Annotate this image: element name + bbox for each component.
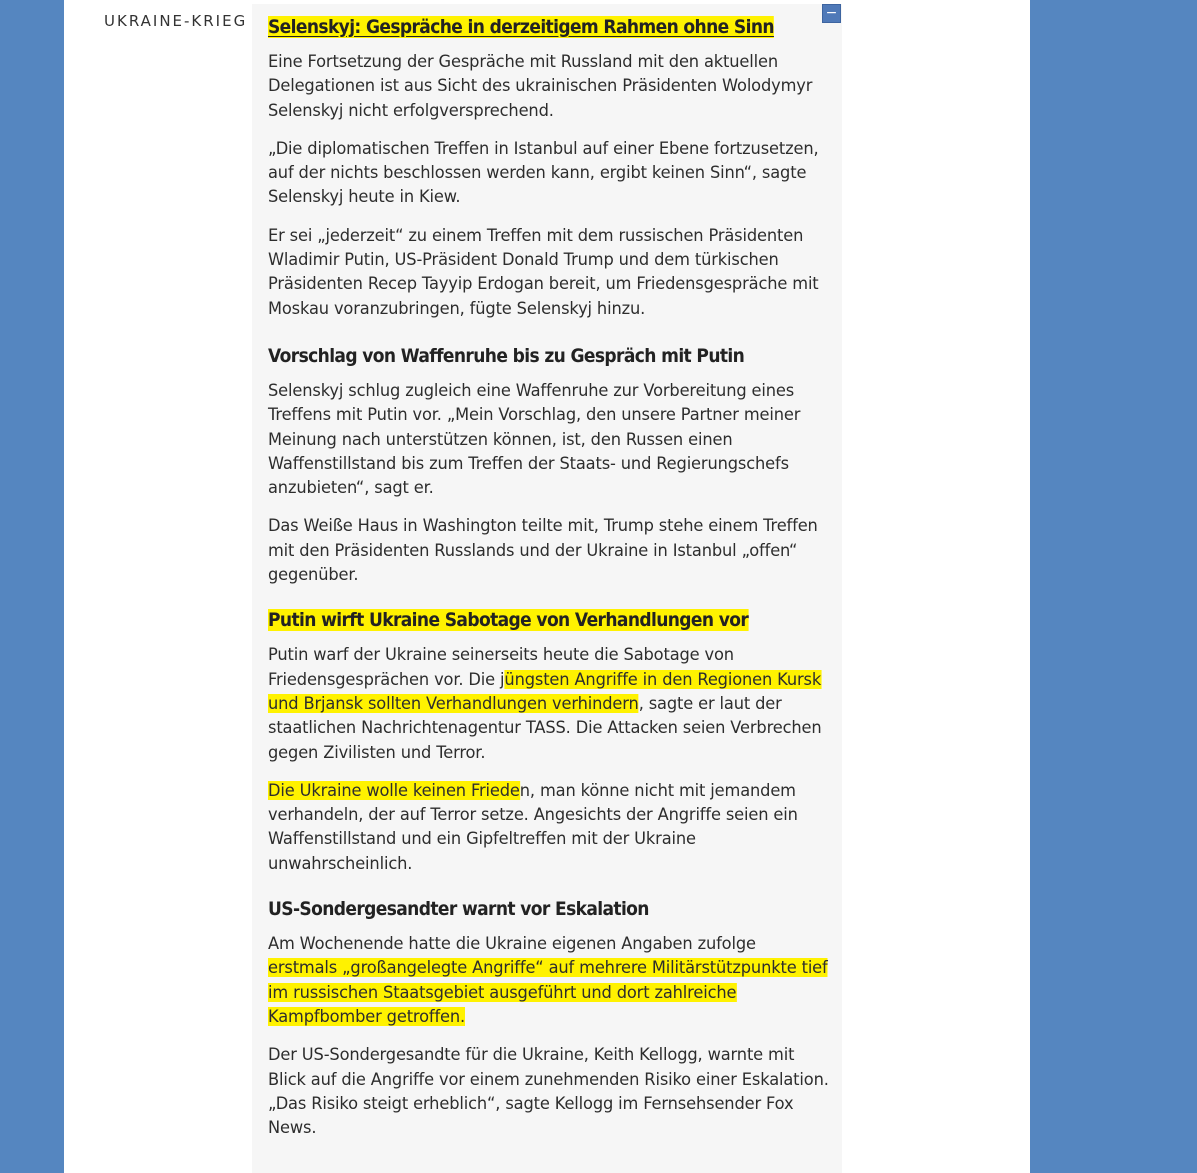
text-segment: n, man könne nicht mit jemandem verhandeln, der auf Terror setze. Angesichts der Angriffe seien ein Waffenstillstand und ein Gipfeltreffen mit der Ukraine unwahrscheinlich. — [268, 780, 798, 873]
article-content — [268, 12, 838, 1140]
text-segment: , sagte er laut der staatlichen Nachrichtenagentur TASS. Die Attacken seien Verbrechen gegen Zivilisten und Terror. — [268, 693, 822, 762]
subheading-escalation: US-Sondergesandter warnt vor Eskalation — [268, 898, 649, 921]
section-label: UKRAINE-KRIEG — [104, 12, 248, 30]
highlighted-text: Die Ukraine wolle keinen Friede — [268, 780, 520, 800]
paragraph: „Die diplomatischen Treffen in Istanbul auf einer Ebene fortzusetzen, auf der nichts beschlossen werden kann, ergibt keinen Sinn“, sagte Selenskyj heute in Kiew. — [268, 138, 819, 207]
paragraph — [268, 643, 829, 764]
highlighted-subheading: Putin wirft Ukraine Sabotage von Verhandlungen vor — [268, 609, 749, 632]
paragraph: Der US-Sondergesandte für die Ukraine, Keith Kellogg, warnte mit Blick auf die Angriffe vor einem zunehmenden Risiko einer Eskalation. „Das Risiko steigt erheblich“, sagte Kellogg im Fernsehsender Fox News. — [268, 1045, 829, 1138]
paragraph: Das Weiße Haus in Washington teilte mit, Trump stehe einem Treffen mit den Präsidenten Russlands und der Ukraine in Istanbul „offen“ gegenüber. — [268, 516, 818, 585]
highlighted-title: Selenskyj: Gespräche in derzeitigem Rahmen ohne Sinn — [268, 16, 774, 38]
paragraph: Eine Fortsetzung der Gespräche mit Russland mit den aktuellen Delegationen ist aus Sicht des ukrainischen Präsidenten Wolodymyr Selenskyj nicht erfolgversprechend. — [268, 52, 813, 120]
highlighted-text: üngsten Angriffe in den Regionen Kursk und Brjansk sollten Verhandlungen verhindern — [268, 669, 822, 713]
highlighted-text: erstmals „großangelegte Angriffe“ auf mehrere Militärstützpunkte tief im russischen Staatsgebiet ausgeführt und dort zahlreiche Kampfbomber getroffen. — [268, 958, 828, 1026]
text-segment: Am Wochenende hatte die Ukraine eigenen Angaben zufolge — [268, 934, 756, 954]
collapse-button[interactable]: − — [822, 4, 841, 23]
article-title — [268, 12, 781, 42]
paragraph: Er sei „jederzeit“ zu einem Treffen mit dem russischen Präsidenten Wladimir Putin, US-Präsident Donald Trump und dem türkischen Präsidenten Recep Tayyip Erdogan bereit, um Friedensgespräche mit Moskau voranzubringen, fügte Selenskyj hinzu. — [268, 225, 819, 318]
subheading-sabotage — [268, 605, 781, 635]
paragraph — [268, 779, 829, 876]
text-segment: Putin warf der Ukraine seinerseits heute die Sabotage von Friedensgesprächen vor. Die j — [268, 645, 734, 689]
paragraph — [268, 932, 829, 1029]
subheading-ceasefire: Vorschlag von Waffenruhe bis zu Gespräch mit Putin — [268, 344, 745, 367]
page — [64, 0, 1030, 1173]
paragraph: Selenskyj schlug zugleich eine Waffenruhe zur Vorbereitung eines Treffens mit Putin vor. „Mein Vorschlag, den unsere Partner meiner Meinung nach unterstützen können, ist, den Russen einen Waffenstillstand bis zum Treffen der Staats- und Regierungschefs anzubieten“, sagt er. — [268, 380, 801, 498]
